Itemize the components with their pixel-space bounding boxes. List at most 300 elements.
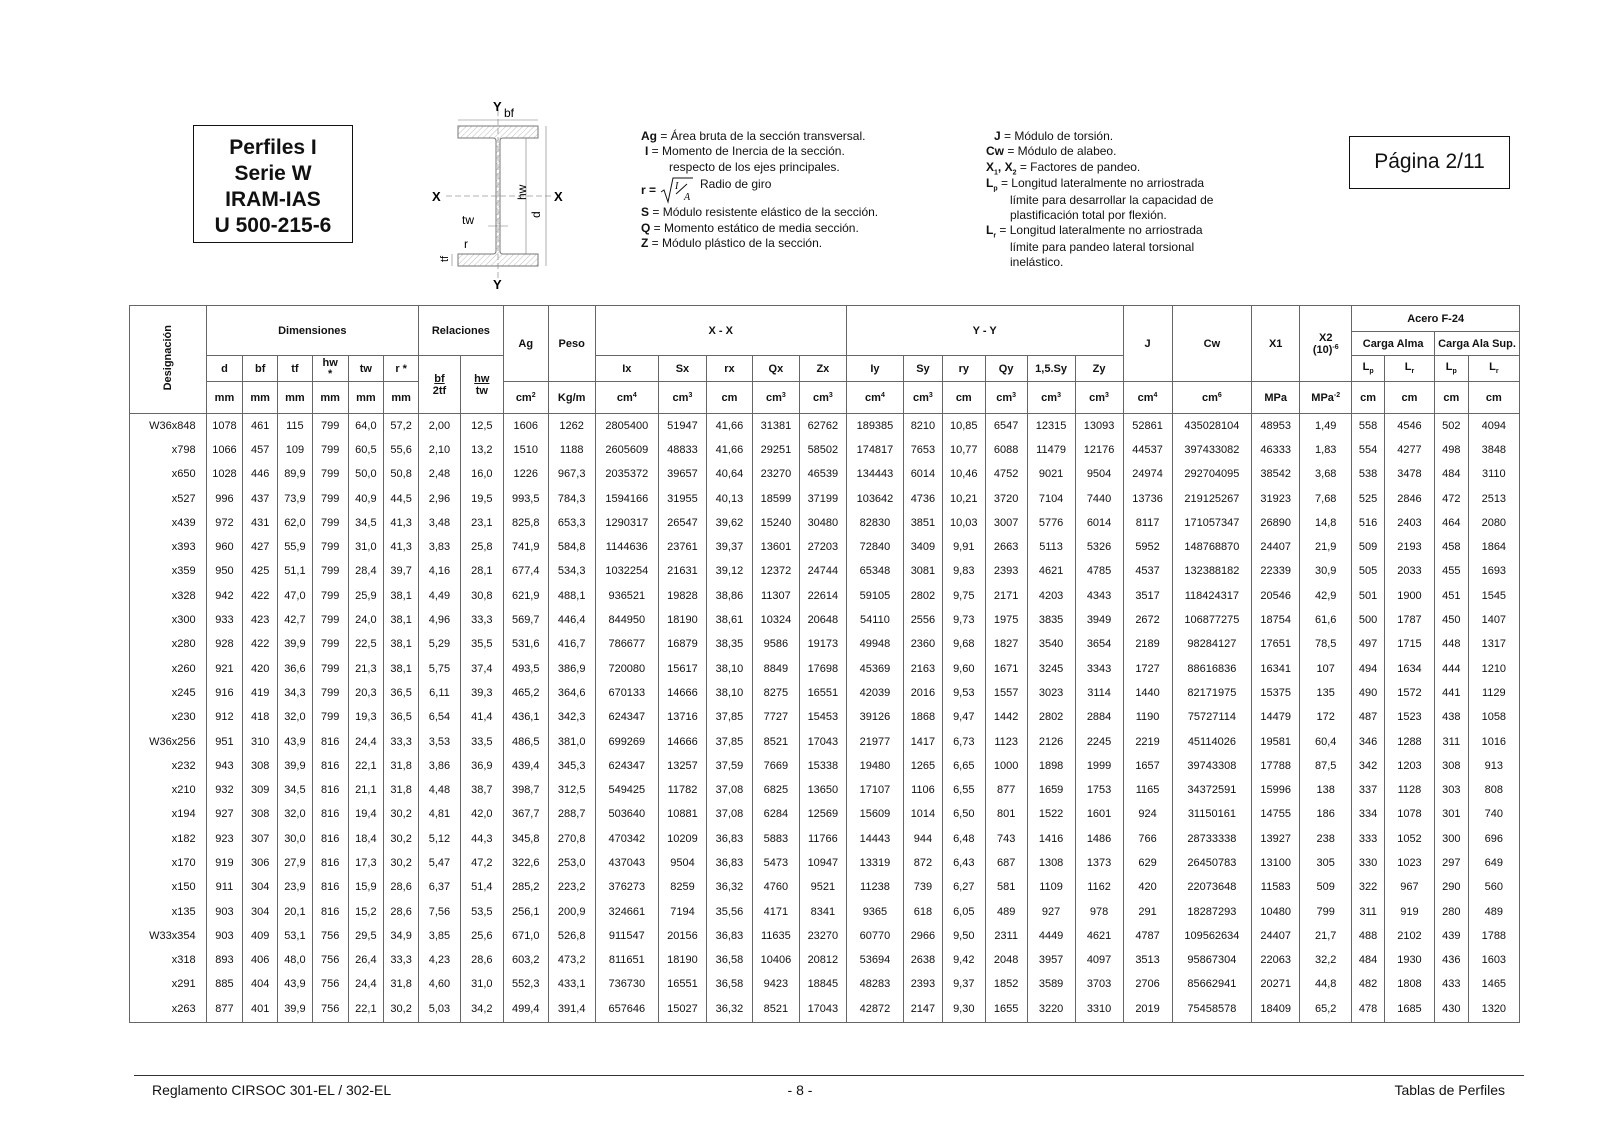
table-cell: 28,4 bbox=[348, 559, 384, 583]
header-lr-alma bbox=[1384, 356, 1434, 382]
table-cell: 11782 bbox=[658, 778, 706, 802]
table-cell: 4736 bbox=[904, 486, 943, 510]
table-cell: 25,6 bbox=[460, 924, 503, 948]
table-cell: 816 bbox=[312, 802, 348, 826]
table-cell: 10,46 bbox=[942, 462, 985, 486]
table-cell: 526,8 bbox=[548, 924, 595, 948]
table-cell: 799 bbox=[312, 705, 348, 729]
table-cell: 1787 bbox=[1384, 608, 1434, 632]
header-acero: Acero F-24 bbox=[1352, 306, 1520, 332]
table-cell: 22063 bbox=[1252, 948, 1300, 972]
unit-zy-base: cm bbox=[1089, 391, 1106, 404]
legend-x-sub1: 1 bbox=[994, 169, 998, 177]
table-cell: 464 bbox=[1434, 511, 1468, 535]
table-cell: 2245 bbox=[1075, 729, 1123, 753]
table-cell: 4,16 bbox=[419, 559, 461, 583]
table-cell: 1852 bbox=[985, 972, 1027, 996]
table-cell: 811651 bbox=[595, 948, 658, 972]
table-cell: 39,9 bbox=[278, 632, 313, 656]
table-cell: 3,53 bbox=[419, 729, 461, 753]
header-lp-ala-sub: p bbox=[1452, 368, 1457, 376]
table-cell: 5883 bbox=[752, 827, 799, 851]
table-cell: 4621 bbox=[1027, 559, 1075, 583]
table-cell: 306 bbox=[243, 851, 278, 875]
table-cell: 17788 bbox=[1252, 754, 1300, 778]
table-cell: 932 bbox=[206, 778, 243, 802]
header-hw-tw-den: tw bbox=[475, 384, 488, 397]
table-cell: 300 bbox=[1434, 827, 1468, 851]
table-cell: 2048 bbox=[985, 948, 1027, 972]
table-cell: 816 bbox=[312, 875, 348, 899]
table-cell: 20812 bbox=[799, 948, 846, 972]
table-cell: 31,0 bbox=[348, 535, 384, 559]
table-cell: 34,3 bbox=[278, 681, 313, 705]
table-cell: 18754 bbox=[1252, 608, 1300, 632]
table-cell: 1123 bbox=[985, 729, 1027, 753]
legend-lp-sub: p bbox=[993, 185, 998, 193]
header-lp-ala bbox=[1434, 356, 1468, 382]
table-cell: 31,8 bbox=[384, 778, 419, 802]
table-cell: 135 bbox=[1300, 681, 1352, 705]
table-cell: 436 bbox=[1434, 948, 1468, 972]
legend-ag-text: = Área bruta de la sección transversal. bbox=[657, 129, 866, 143]
table-cell: 6014 bbox=[904, 462, 943, 486]
table-cell: 2805400 bbox=[595, 414, 658, 438]
table-cell: 22,5 bbox=[348, 632, 384, 656]
table-cell: 1693 bbox=[1468, 559, 1519, 583]
table-cell: 799 bbox=[1300, 899, 1352, 923]
header-lr-ala-sub: r bbox=[1495, 368, 1499, 376]
table-cell: 936521 bbox=[595, 584, 658, 608]
header-bf-2tf-den: 2tf bbox=[432, 384, 447, 397]
table-cell: 37,85 bbox=[706, 705, 752, 729]
table-cell: 1657 bbox=[1123, 754, 1172, 778]
table-cell: 37,08 bbox=[706, 778, 752, 802]
table-cell: 1523 bbox=[1384, 705, 1434, 729]
table-cell: 885 bbox=[206, 972, 243, 996]
table-cell: 32,0 bbox=[278, 705, 313, 729]
table-row bbox=[130, 705, 1520, 729]
table-cell: 38,86 bbox=[706, 584, 752, 608]
table-cell: 3589 bbox=[1027, 972, 1075, 996]
table-cell: 24744 bbox=[799, 559, 846, 583]
table-cell: 951 bbox=[206, 729, 243, 753]
legend-r-num: I bbox=[675, 181, 679, 193]
table-cell: 342 bbox=[1352, 754, 1385, 778]
header-sy: Sy bbox=[904, 356, 943, 382]
table-cell: 16,0 bbox=[460, 462, 503, 486]
table-cell: 21,7 bbox=[1300, 924, 1352, 948]
table-cell: 288,7 bbox=[548, 802, 595, 826]
legend-r-text: Radio de giro bbox=[700, 176, 772, 191]
table-cell: 397433082 bbox=[1172, 438, 1252, 462]
header-peso: Peso bbox=[548, 306, 595, 382]
cell-designation: x798 bbox=[130, 438, 207, 462]
table-cell: 816 bbox=[312, 778, 348, 802]
table-cell: 1603 bbox=[1468, 948, 1519, 972]
table-cell: 7653 bbox=[904, 438, 943, 462]
table-cell: 15338 bbox=[799, 754, 846, 778]
table-cell: 50,0 bbox=[348, 462, 384, 486]
table-cell: 4621 bbox=[1075, 924, 1123, 948]
table-cell: 35,5 bbox=[460, 632, 503, 656]
table-cell: 15453 bbox=[799, 705, 846, 729]
unit-ix-sup: 4 bbox=[632, 391, 637, 399]
table-cell: 17043 bbox=[799, 729, 846, 753]
table-cell: 19173 bbox=[799, 632, 846, 656]
unit-hw: mm bbox=[312, 382, 348, 414]
table-cell: 82171975 bbox=[1172, 681, 1252, 705]
table-cell: 42,0 bbox=[460, 802, 503, 826]
cell-designation: W33x354 bbox=[130, 924, 207, 948]
table-cell: 30,2 bbox=[384, 827, 419, 851]
table-cell: 972 bbox=[206, 511, 243, 535]
table-cell: 4277 bbox=[1384, 438, 1434, 462]
table-cell: 5113 bbox=[1027, 535, 1075, 559]
table-cell: 10406 bbox=[752, 948, 799, 972]
table-cell: 1109 bbox=[1027, 875, 1075, 899]
table-cell: 31,8 bbox=[384, 754, 419, 778]
table-cell: 7669 bbox=[752, 754, 799, 778]
table-cell: 6,55 bbox=[942, 778, 985, 802]
table-cell: 62762 bbox=[799, 414, 846, 438]
cell-designation: x328 bbox=[130, 584, 207, 608]
table-cell: 5952 bbox=[1123, 535, 1172, 559]
table-cell: 1058 bbox=[1468, 705, 1519, 729]
table-cell: 43,9 bbox=[278, 729, 313, 753]
table-cell: 1416 bbox=[1027, 827, 1075, 851]
table-cell: 24974 bbox=[1123, 462, 1172, 486]
table-cell: 9,37 bbox=[942, 972, 985, 996]
table-row bbox=[130, 656, 1520, 680]
table-cell: 48833 bbox=[658, 438, 706, 462]
table-cell: 17043 bbox=[799, 997, 846, 1023]
cell-designation: x263 bbox=[130, 997, 207, 1023]
table-cell: 649 bbox=[1468, 851, 1519, 875]
cell-designation: x650 bbox=[130, 462, 207, 486]
table-cell: 928 bbox=[206, 632, 243, 656]
table-cell: 15240 bbox=[752, 511, 799, 535]
table-cell: 1606 bbox=[503, 414, 548, 438]
table-cell: 171057347 bbox=[1172, 511, 1252, 535]
table-cell: 42039 bbox=[846, 681, 903, 705]
table-cell: 913 bbox=[1468, 754, 1519, 778]
table-row bbox=[130, 486, 1520, 510]
table-cell: 132388182 bbox=[1172, 559, 1252, 583]
unit-qy-base: cm bbox=[996, 391, 1013, 404]
table-cell: 342,3 bbox=[548, 705, 595, 729]
header-hw-tw bbox=[460, 356, 503, 414]
header-sx: Sx bbox=[658, 356, 706, 382]
table-cell: 324661 bbox=[595, 899, 658, 923]
table-row bbox=[130, 778, 1520, 802]
table-cell: 43,9 bbox=[278, 972, 313, 996]
cell-designation: x359 bbox=[130, 559, 207, 583]
table-cell: 13601 bbox=[752, 535, 799, 559]
header-lp-alma-l: L bbox=[1362, 361, 1370, 374]
table-row bbox=[130, 972, 1520, 996]
table-cell: 912 bbox=[206, 705, 243, 729]
table-cell: 484 bbox=[1434, 462, 1468, 486]
unit-iy-base: cm bbox=[865, 391, 881, 404]
table-row bbox=[130, 802, 1520, 826]
table-cell: 40,64 bbox=[706, 462, 752, 486]
table-cell: 978 bbox=[1075, 899, 1123, 923]
table-cell: 1000 bbox=[985, 754, 1027, 778]
table-cell: 502 bbox=[1434, 414, 1468, 438]
table-cell: 9,75 bbox=[942, 584, 985, 608]
table-cell: 28,6 bbox=[384, 899, 419, 923]
table-cell: 38,1 bbox=[384, 632, 419, 656]
table-cell: 25,9 bbox=[348, 584, 384, 608]
unit-15sy-base: cm bbox=[1041, 391, 1058, 404]
table-cell: 10,77 bbox=[942, 438, 985, 462]
table-cell: 5,29 bbox=[419, 632, 461, 656]
table-cell: 5776 bbox=[1027, 511, 1075, 535]
table-cell: 657646 bbox=[595, 997, 658, 1023]
unit-lr-alma: cm bbox=[1384, 382, 1434, 414]
header-tf: tf bbox=[278, 356, 313, 382]
table-cell: 15,9 bbox=[348, 875, 384, 899]
legend-ag-key: Ag bbox=[641, 129, 657, 143]
table-cell: 12,5 bbox=[460, 414, 503, 438]
table-cell: 6,50 bbox=[942, 802, 985, 826]
table-cell: 32,2 bbox=[1300, 948, 1352, 972]
table-cell: 6,73 bbox=[942, 729, 985, 753]
table-cell: 16879 bbox=[658, 632, 706, 656]
table-cell: 22614 bbox=[799, 584, 846, 608]
table-cell: 1373 bbox=[1075, 851, 1123, 875]
table-cell: 2019 bbox=[1123, 997, 1172, 1023]
table-body bbox=[130, 414, 1520, 1023]
table-cell: 322,6 bbox=[503, 851, 548, 875]
unit-x2-base: MPa bbox=[1311, 391, 1334, 404]
header-r: r * bbox=[384, 356, 419, 382]
table-cell: 174817 bbox=[846, 438, 903, 462]
header-qy: Qy bbox=[985, 356, 1027, 382]
label-tf: tf bbox=[439, 255, 451, 262]
table-cell: 739 bbox=[904, 875, 943, 899]
table-cell: 38,35 bbox=[706, 632, 752, 656]
table-cell: 95867304 bbox=[1172, 948, 1252, 972]
table-cell: 38,7 bbox=[460, 778, 503, 802]
table-cell: 34,9 bbox=[384, 924, 419, 948]
cell-designation: x439 bbox=[130, 511, 207, 535]
table-cell: 1,83 bbox=[1300, 438, 1352, 462]
legend-cw-text: = Módulo de alabeo. bbox=[1004, 144, 1117, 159]
unit-qx-base: cm bbox=[765, 391, 782, 404]
table-cell: 993,5 bbox=[503, 486, 548, 510]
table-cell: 531,6 bbox=[503, 632, 548, 656]
table-cell: 75727114 bbox=[1172, 705, 1252, 729]
table-cell: 22339 bbox=[1252, 559, 1300, 583]
table-cell: 1671 bbox=[985, 656, 1027, 680]
unit-j bbox=[1123, 382, 1172, 414]
unit-cw-base: cm bbox=[1201, 391, 1218, 404]
table-cell: 13,2 bbox=[460, 438, 503, 462]
table-cell: 923 bbox=[206, 827, 243, 851]
table-cell: 3,68 bbox=[1300, 462, 1352, 486]
table-cell: 26547 bbox=[658, 511, 706, 535]
table-cell: 786677 bbox=[595, 632, 658, 656]
table-cell: 436,1 bbox=[503, 705, 548, 729]
table-cell: 15027 bbox=[658, 997, 706, 1023]
table-cell: 3703 bbox=[1075, 972, 1123, 996]
table-cell: 1545 bbox=[1468, 584, 1519, 608]
table-cell: 2605609 bbox=[595, 438, 658, 462]
table-cell: 20,1 bbox=[278, 899, 313, 923]
cell-designation: x393 bbox=[130, 535, 207, 559]
table-cell: 488,1 bbox=[548, 584, 595, 608]
unit-qy bbox=[985, 382, 1027, 414]
table-cell: 671,0 bbox=[503, 924, 548, 948]
header-relaciones: Relaciones bbox=[419, 306, 504, 356]
table-cell: 903 bbox=[206, 899, 243, 923]
table-row bbox=[130, 632, 1520, 656]
table-cell: 8275 bbox=[752, 681, 799, 705]
table-cell: 6,37 bbox=[419, 875, 461, 899]
table-cell: 85662941 bbox=[1172, 972, 1252, 996]
table-cell: 4,60 bbox=[419, 972, 461, 996]
table-cell: 17,3 bbox=[348, 851, 384, 875]
table-cell: 1190 bbox=[1123, 705, 1172, 729]
table-cell: 17651 bbox=[1252, 632, 1300, 656]
header-lr-alma-sub: r bbox=[1411, 368, 1415, 376]
table-cell: 696 bbox=[1468, 827, 1519, 851]
table-cell: 45114026 bbox=[1172, 729, 1252, 753]
table-cell: 8210 bbox=[904, 414, 943, 438]
title-box bbox=[193, 125, 353, 243]
unit-iy bbox=[846, 382, 903, 414]
legend-lp-key: L bbox=[986, 176, 994, 191]
header-lp-alma-sub: p bbox=[1369, 368, 1374, 376]
table-cell: 500 bbox=[1352, 608, 1385, 632]
table-cell: 10881 bbox=[658, 802, 706, 826]
table-cell: 1129 bbox=[1468, 681, 1519, 705]
table-cell: 486,5 bbox=[503, 729, 548, 753]
header-tw: tw bbox=[348, 356, 384, 382]
table-cell: 448 bbox=[1434, 632, 1468, 656]
table-cell: 1014 bbox=[904, 802, 943, 826]
table-cell: 943 bbox=[206, 754, 243, 778]
table-cell: 2126 bbox=[1027, 729, 1075, 753]
table-cell: 78,5 bbox=[1300, 632, 1352, 656]
table-cell: 4,23 bbox=[419, 948, 461, 972]
header-lr-ala-l: L bbox=[1489, 361, 1496, 374]
table-cell: 333 bbox=[1352, 827, 1385, 851]
table-cell: 381,0 bbox=[548, 729, 595, 753]
table-cell: 55,6 bbox=[384, 438, 419, 462]
table-cell: 736730 bbox=[595, 972, 658, 996]
table-cell: 51,4 bbox=[460, 875, 503, 899]
unit-zx-sup: 3 bbox=[828, 391, 833, 399]
table-cell: 109562634 bbox=[1172, 924, 1252, 948]
table-cell: 44,3 bbox=[460, 827, 503, 851]
legend-z-key: Z bbox=[641, 236, 649, 251]
table-cell: 5473 bbox=[752, 851, 799, 875]
table-cell: 2,10 bbox=[419, 438, 461, 462]
table-cell: 33,3 bbox=[460, 608, 503, 632]
table-cell: 784,3 bbox=[548, 486, 595, 510]
table-cell: 10,85 bbox=[942, 414, 985, 438]
unit-rx: cm bbox=[706, 382, 752, 414]
table-cell: 21,9 bbox=[1300, 535, 1352, 559]
table-cell: 624347 bbox=[595, 705, 658, 729]
table-cell: 39,9 bbox=[278, 754, 313, 778]
table-cell: 5,03 bbox=[419, 997, 461, 1023]
table-cell: 44,5 bbox=[384, 486, 419, 510]
table-cell: 253,0 bbox=[548, 851, 595, 875]
table-cell: 1308 bbox=[1027, 851, 1075, 875]
table-cell: 304 bbox=[243, 899, 278, 923]
header-hw bbox=[312, 356, 348, 382]
table-cell: 36,58 bbox=[706, 972, 752, 996]
table-cell: 433,1 bbox=[548, 972, 595, 996]
header-zx: Zx bbox=[799, 356, 846, 382]
table-cell: 12569 bbox=[799, 802, 846, 826]
table-cell: 6825 bbox=[752, 778, 799, 802]
table-cell: 6547 bbox=[985, 414, 1027, 438]
table-cell: 10324 bbox=[752, 608, 799, 632]
table-cell: 2556 bbox=[904, 608, 943, 632]
table-cell: 31923 bbox=[1252, 486, 1300, 510]
table-cell: 9,68 bbox=[942, 632, 985, 656]
table-cell: 2706 bbox=[1123, 972, 1172, 996]
table-cell: 1572 bbox=[1384, 681, 1434, 705]
table-row bbox=[130, 559, 1520, 583]
table-cell: 17107 bbox=[846, 778, 903, 802]
table-cell: 6,54 bbox=[419, 705, 461, 729]
table-cell: 37199 bbox=[799, 486, 846, 510]
table-cell: 720080 bbox=[595, 656, 658, 680]
table-cell: 22,1 bbox=[348, 754, 384, 778]
table-cell: 12176 bbox=[1075, 438, 1123, 462]
table-cell: 280 bbox=[1434, 899, 1468, 923]
header-x2-exp-sup: -6 bbox=[1332, 343, 1339, 351]
table-cell: 62,0 bbox=[278, 511, 313, 535]
unit-cw bbox=[1172, 382, 1252, 414]
table-cell: 13927 bbox=[1252, 827, 1300, 851]
table-cell: 490 bbox=[1352, 681, 1385, 705]
table-cell: 2,96 bbox=[419, 486, 461, 510]
table-cell: 687 bbox=[985, 851, 1027, 875]
unit-zx-base: cm bbox=[812, 391, 829, 404]
title-line-1: Perfiles I bbox=[229, 136, 317, 159]
table-cell: 10480 bbox=[1252, 899, 1300, 923]
table-cell: 82830 bbox=[846, 511, 903, 535]
table-cell: 430 bbox=[1434, 997, 1468, 1023]
table-cell: 478 bbox=[1352, 997, 1385, 1023]
table-cell: 134443 bbox=[846, 462, 903, 486]
table-cell: 1226 bbox=[503, 462, 548, 486]
table-cell: 42,7 bbox=[278, 608, 313, 632]
cell-designation: x194 bbox=[130, 802, 207, 826]
table-cell: 9586 bbox=[752, 632, 799, 656]
header-lp-ala-l: L bbox=[1445, 361, 1453, 374]
table-cell: 2219 bbox=[1123, 729, 1172, 753]
table-cell: 13319 bbox=[846, 851, 903, 875]
table-cell: 1440 bbox=[1123, 681, 1172, 705]
table-cell: 13257 bbox=[658, 754, 706, 778]
table-cell: 677,4 bbox=[503, 559, 548, 583]
header-bf-2tf bbox=[419, 356, 461, 414]
table-cell: 743 bbox=[985, 827, 1027, 851]
legend-lp-text3: plastificación total por flexión. bbox=[1010, 208, 1167, 222]
table-cell: 36,58 bbox=[706, 948, 752, 972]
table-cell: 18190 bbox=[658, 608, 706, 632]
legend-s-key: S bbox=[641, 205, 650, 220]
unit-r: mm bbox=[384, 382, 419, 414]
